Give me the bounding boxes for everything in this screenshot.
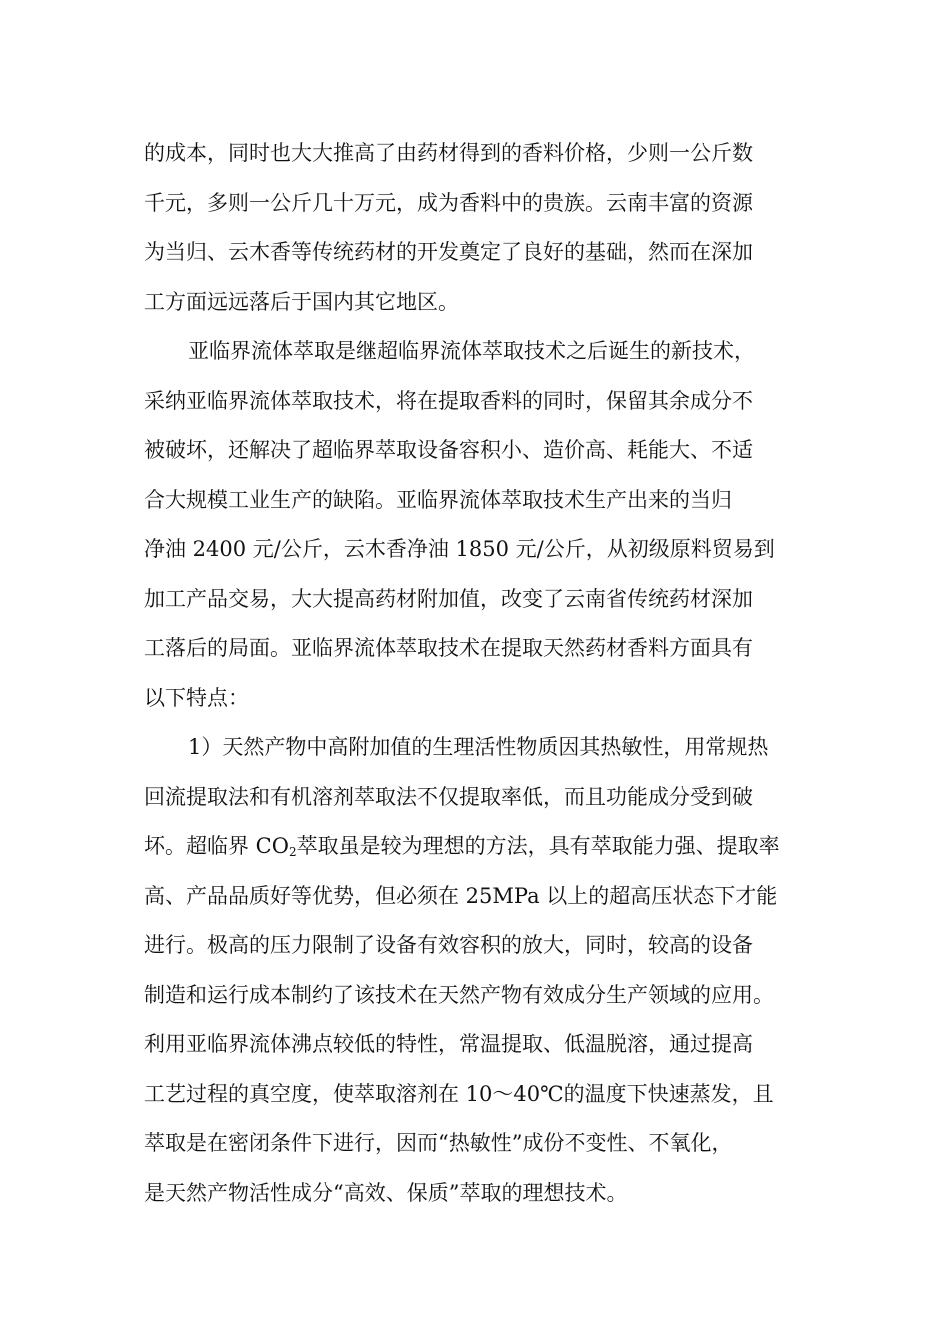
text-line: 1）天然产物中高附加值的生理活性物质因其热敏性，用常规热 [188,735,769,759]
text-line: 加工产品交易，大大提高药材附加值，改变了云南省传统药材深加 [144,586,753,611]
paragraph-3 [144,726,834,1221]
text-line-co2 [144,825,834,875]
text-segment: 萃取虽是较为理想的方法，具有萃取能力强、提取率 [296,834,780,858]
text-line: 回流提取法和有机溶剂萃取法不仅提取率低，而且功能成分受到破 [144,784,753,809]
text-line: 千元，多则一公斤几十万元，成为香料中的贵族。云南丰富的资源 [144,190,753,215]
text-line: 萃取是在密闭条件下进行，因而“热敏性”成份不变性、不氧化， [144,1131,733,1155]
text-line: 制造和运行成本制约了该技术在天然产物有效成分生产领域的应用。 [144,982,774,1007]
text-segment: 坏。超临界 CO [144,834,289,858]
text-line: 合大规模工业生产的缺陷。亚临界流体萃取技术生产出来的当归 [144,487,732,512]
text-line: 采纳亚临界流体萃取技术，将在提取香料的同时，保留其余成分不 [144,388,753,413]
text-line: 高、产品品质好等优势，但必须在 25MPa 以上的超高压状态下才能 [144,883,778,908]
text-line: 工方面远远落后于国内其它地区。 [144,289,459,314]
text-line: 利用亚临界流体沸点较低的特性，常温提取、低温脱溶，通过提高 [144,1032,753,1056]
subscript-2: 2 [288,845,297,859]
paragraph-1 [144,132,834,330]
text-line: 进行。极高的压力限制了设备有效容积的放大，同时，较高的设备 [144,933,753,957]
text-line: 被破坏，还解决了超临界萃取设备容积小、造价高、耗能大、不适 [144,438,753,462]
text-line: 工落后的局面。亚临界流体萃取技术在提取天然药材香料方面具有 [144,636,753,660]
text-line: 是天然产物活性成分“高效、保质”萃取的理想技术。 [144,1180,628,1205]
text-line: 工艺过程的真空度，使萃取溶剂在 10～40℃的温度下快速蒸发，且 [144,1081,774,1106]
text-line: 的成本，同时也大大推高了由药材得到的香料价格，少则一公斤数 [144,141,753,165]
text-line: 为当归、云木香等传统药材的开发奠定了良好的基础，然而在深加 [144,240,753,264]
text-line: 亚临界流体萃取是继超临界流体萃取技术之后诞生的新技术， [188,339,755,363]
text-line: 以下特点： [144,685,249,710]
text-line: 净油 2400 元/公斤，云木香净油 1850 元/公斤，从初级原料贸易到 [144,537,775,561]
paragraph-2 [144,330,834,726]
document-body [144,132,834,1221]
